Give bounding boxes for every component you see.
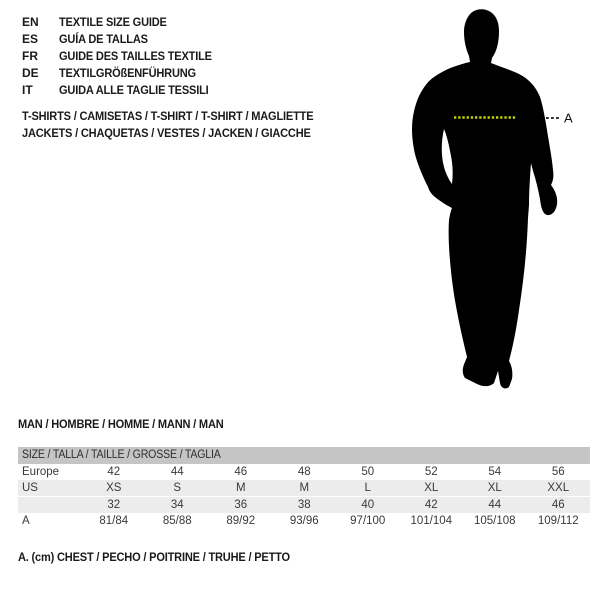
size-value: 46 [234,466,248,478]
language-row [22,48,225,65]
size-value: L [364,482,371,494]
table-row-europe [18,464,590,480]
size-value: 48 [297,466,311,478]
table-row-us [18,480,590,496]
size-value: 44 [170,466,184,478]
size-value: 81/84 [99,515,129,527]
size-table-header: SIZE / TALLA / TAILLE / GRÖSSE / TAGLIA [18,447,590,464]
row-label: A [22,515,30,527]
row-label: Europe [22,466,60,478]
language-row [22,31,225,48]
size-value: 97/100 [350,515,386,527]
language-title: GUIDA ALLE TAGLIE TESSILI [59,83,209,97]
language-title: GUÍA DE TALLAS [59,32,148,46]
section-title: MAN / HOMBRE / HOMME / MANN / MAN [18,417,224,431]
language-code: FR [22,49,38,63]
size-value: 40 [361,499,375,511]
category-line-jackets: JACKETS / CHAQUETAS / VESTES / JACKEN / GIACCHE [22,126,311,140]
size-value: XL [424,482,439,494]
language-title: TEXTILE SIZE GUIDE [59,15,167,29]
size-table [18,447,590,529]
language-row [22,82,225,99]
language-title: GUIDE DES TAILLES TEXTILE [59,49,212,63]
size-value: 42 [424,499,438,511]
size-value: 105/108 [473,515,516,527]
category-line-tshirts: T-SHIRTS / CAMISETAS / T-SHIRT / T-SHIRT / MAGLIETTE [22,109,314,123]
size-value: 52 [424,466,438,478]
size-value: 93/96 [289,515,319,527]
man-silhouette-figure [400,0,580,400]
size-value: 32 [107,499,121,511]
size-value: S [173,482,182,494]
man-silhouette [412,9,557,388]
language-code: DE [22,66,39,80]
measure-label-a: A [564,110,573,126]
language-row [22,65,225,82]
size-value: 50 [361,466,375,478]
language-row [22,14,225,31]
size-value: 89/92 [226,515,256,527]
measurement-footnote: A. (cm) CHEST / PECHO / POITRINE / TRUHE / PETTO [18,550,290,564]
size-value: M [235,482,246,494]
language-code: ES [22,32,39,46]
size-value: XS [106,482,122,494]
size-value: 38 [297,499,311,511]
size-value: 109/112 [537,515,579,527]
table-row-numeric [18,496,590,513]
language-code: IT [22,83,33,97]
size-value: 42 [107,466,121,478]
size-value: 101/104 [410,515,453,527]
size-value: 85/88 [162,515,192,527]
language-code: EN [22,15,39,29]
language-list [22,14,225,99]
size-value: 46 [551,499,565,511]
size-value: 34 [170,499,184,511]
garment-categories [22,108,339,142]
row-label: US [22,482,38,494]
size-value: XXL [547,482,570,494]
size-value: 54 [488,466,502,478]
language-title: TEXTILGRÖßENFÜHRUNG [59,66,196,80]
size-value: 36 [234,499,248,511]
size-value: 56 [551,466,565,478]
size-value: 44 [488,499,502,511]
size-value: XL [487,482,502,494]
table-row-chest-a [18,513,590,529]
size-value: M [299,482,310,494]
row-label [18,497,82,513]
